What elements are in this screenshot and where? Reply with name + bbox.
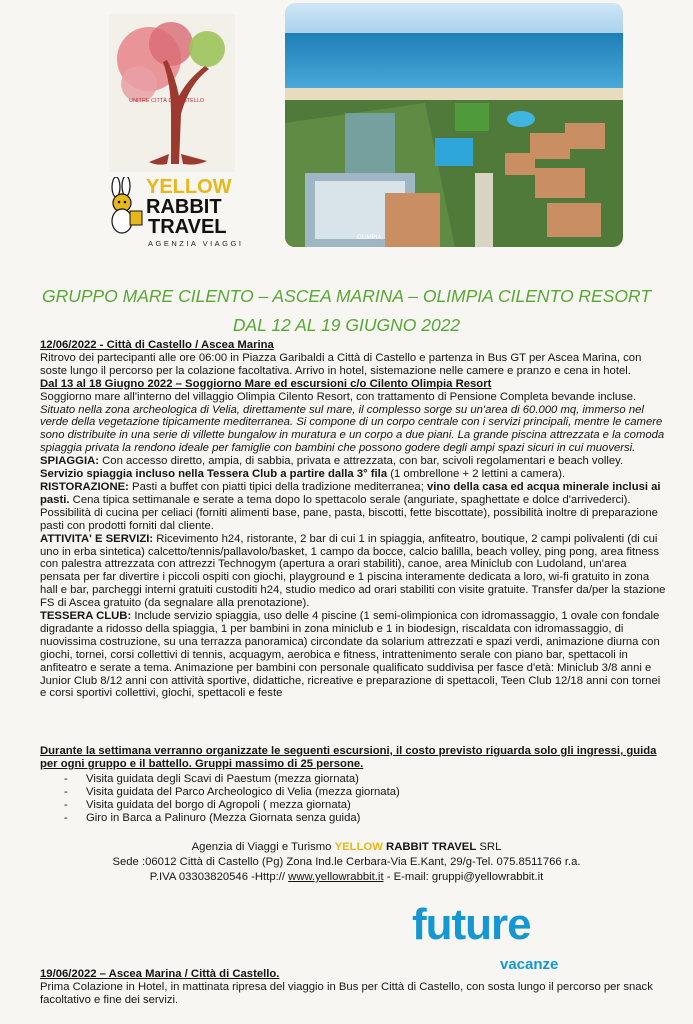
- agency-bold-name: RABBIT TRAVEL: [382, 841, 477, 853]
- agency-contacts: [0, 870, 693, 885]
- agency-prefix: Agenzia di Viaggi e Turismo: [191, 841, 335, 853]
- attivita-text: Ricevimento h24, ristorante, 2 bar di cui 1 in spiaggia, anfiteatro, boutique, 2 campi polivalenti (di cui uno in erba sintetica) calcetto/tennis/pallavolo/basket, 1 campo da bocce, calcio balilla, beach volley, ping pong, area fitness con palestra attrezzata con attrezzi Technogym (apertura a orari stabiliti), canoe, area Miniclub con Ludoland, un'area pensata per far divertire i piccoli ospiti con giochi, playground e 1 piscina interamente dedicata a loro, wi-fi gratuito in zona hall e bar, parcheggi interni gratuiti custoditi h24, studio medico ad orari stabiliti con visite gratuite. Transfer da/per la stazione FS di Ascea gratuito (da segnalare alla prenotazione).: [40, 532, 666, 610]
- stay-description: Situato nella zona archeologica di Velia, direttamente sul mare, il complesso sorge su un'area di 60.000 mq, immerso nel verde della vegetazione tipicamente mediterranea. Si compone di un corpo centrale con i servizi principali, mentre le camere sono distribuite in una serie di villette bungalow in muratura e un corpo a due piani. La grande piscina attrezzata e la comoda spiaggia privata la rendono ideale per famiglie con bambini che possono godere degli ampi spazi sicuri in cui muoversi.: [40, 403, 665, 455]
- return-heading: 19/06/2022 – Ascea Marina / Città di Castello.: [40, 968, 280, 980]
- unitre-tree-logo: [109, 14, 235, 172]
- agency-info: [0, 840, 693, 885]
- excursions-section: [40, 745, 666, 825]
- tree-logo-text: UNITRE CITTÀ DI CASTELLO: [129, 98, 205, 104]
- list-item: - Visita guidata del borgo di Agropoli ( mezza giornata): [64, 799, 666, 812]
- ristorazione-rest: Cena tipica settimanale e serate a tema dopo lo spettacolo serale (anguriate, spaghettate e dolce d'arrivederci). Possibilità di cucina per celiaci (forniti alimenti base, pane, pasta, biscotti, fette biscottate), possibilità inoltre di preparazione pasti con prodotti forniti dal cliente.: [40, 493, 658, 532]
- return-day: [40, 968, 660, 1007]
- spiaggia-text: Con accesso diretto, ampia, di sabbia, privata e attrezzata, con bar, scivoli regolamentari e beach volley.: [99, 455, 624, 468]
- stay-heading: Dal 13 al 18 Giugno 2022 – Soggiorno Mare ed escursioni c/o Cilento Olimpia Resort: [40, 377, 492, 390]
- excursions-lead: Durante la settimana verranno organizzate le seguenti escursioni, il costo previsto riguarda solo gli ingressi, guida per ogni gruppo e il battello. Gruppi massimo di 25 persone.: [40, 745, 657, 770]
- future-word: future: [412, 900, 531, 949]
- photo-banner-text: OLIMPIA: [357, 235, 382, 241]
- spiaggia-service-rest: (1 ombrellone + 2 lettini a camera).: [387, 468, 566, 481]
- spiaggia-service-line: [40, 468, 666, 481]
- agency-yellow-word: YELLOW: [334, 841, 383, 853]
- spiaggia-service-bold: Servizio spiaggia incluso nella Tessera Club a partire dalla 3° fila: [40, 468, 388, 481]
- ristorazione-label: RISTORAZIONE:: [40, 480, 129, 493]
- day1-heading: 12/06/2022 - Città di Castello / Ascea Marina: [40, 339, 274, 351]
- yellow-rabbit-logo: [104, 175, 244, 255]
- resort-aerial-photo: [285, 3, 623, 247]
- attivita-label: ATTIVITA' E SERVIZI:: [40, 532, 154, 545]
- list-item: - Visita guidata del Parco Archeologico di Velia (mezza giornata): [64, 786, 666, 799]
- agency-suffix: SRL: [476, 841, 502, 853]
- section-spiaggia: [40, 455, 666, 468]
- section-ristorazione: [40, 481, 666, 533]
- brand-line-3: TRAVEL: [148, 216, 227, 238]
- section-attivita: [40, 533, 666, 610]
- section-tessera-club: [40, 610, 666, 700]
- rabbit-icon: [104, 177, 146, 239]
- agency-email: - E-mail: gruppi@yellowrabbit.it: [383, 871, 544, 883]
- excursions-list: [64, 773, 666, 825]
- brand-line-1: YELLOW: [146, 176, 232, 198]
- page-title: GRUPPO MARE CILENTO – ASCEA MARINA – OLIMPIA CILENTO RESORT: [41, 286, 652, 306]
- list-item: - Giro in Barca a Palinuro (Mezza Giornata senza guida): [64, 812, 666, 825]
- itinerary-body: [40, 339, 666, 700]
- tessera-text: Include servizio spiaggia, uso delle 4 piscine (1 semi-olimpionica con idromassaggio, 1 ovale con fondale digradante a ridosso della spiaggia, 1 per bambini in zona miniclub e 1 in biodesign, riscaldata con idromassaggio, di nuovissima costruzione, su una terrazza panoramica) circondate da solarium attrezzati e spazi verdi, animazione diurna con giochi, tornei, corsi collettivi di tennis, acquagym, aerobica e fitness, intrattenimento serale con piano bar, spettacoli in anfiteatro e serate a tema. Animazione per bambini con personale qualificato suddivisa per fasce d'età: Miniclub 3/8 anni e Junior Club 8/12 anni con attività sportive, didattiche, ricreative e preparazione di spettacoli, Teen Club 12/18 anni con tornei e corsi sportivi collettivi, giochi, spettacoli e feste: [40, 610, 661, 700]
- agency-vat: P.IVA 03303820546 -Http://: [149, 871, 289, 883]
- agency-name-line: [0, 840, 693, 855]
- brand-tagline: AGENZIA VIAGGI: [148, 239, 244, 248]
- stay-text: Soggiorno mare all'interno del villaggio Olimpia Cilento Resort, con trattamento di Pensione Completa bevande incluse.: [40, 390, 637, 403]
- ristorazione-bold: vino della casa ed acqua minerale inclusi ai pasti.: [40, 480, 661, 506]
- day1-text: Ritrovo dei partecipanti alle ore 06:00 in Piazza Garibaldi a Città di Castello e partenza in Bus GT per Ascea Marina, con soste lungo il percorso per la colazione facoltativa. Arrivo in hotel, sistemazione nelle camere e pranzo e cena in hotel.: [40, 351, 642, 377]
- tessera-label: TESSERA CLUB:: [40, 610, 132, 623]
- spiaggia-label: SPIAGGIA:: [40, 455, 99, 468]
- brand-line-2: RABBIT: [146, 196, 222, 218]
- return-text: Prima Colazione in Hotel, in mattinata ripresa del viaggio in Bus per Città di Castello, con sosta lungo il percorso per snack facoltativo e fine dei servizi.: [40, 981, 653, 1006]
- future-sub: vacanze: [500, 956, 559, 973]
- list-item: - Visita guidata degli Scavi di Paestum (mezza giornata): [64, 773, 666, 786]
- agency-website-link[interactable]: www.yellowrabbit.it: [288, 871, 384, 883]
- page-subtitle-dates: DAL 12 AL 19 GIUGNO 2022: [232, 315, 461, 335]
- agency-address: Sede :06012 Città di Castello (Pg) Zona Ind.le Cerbara-Via E.Kant, 29/g-Tel. 075.8511766 r.a.: [112, 856, 581, 868]
- ristorazione-text: Pasti a buffet con piatti tipici della tradizione mediterranea;: [128, 480, 427, 493]
